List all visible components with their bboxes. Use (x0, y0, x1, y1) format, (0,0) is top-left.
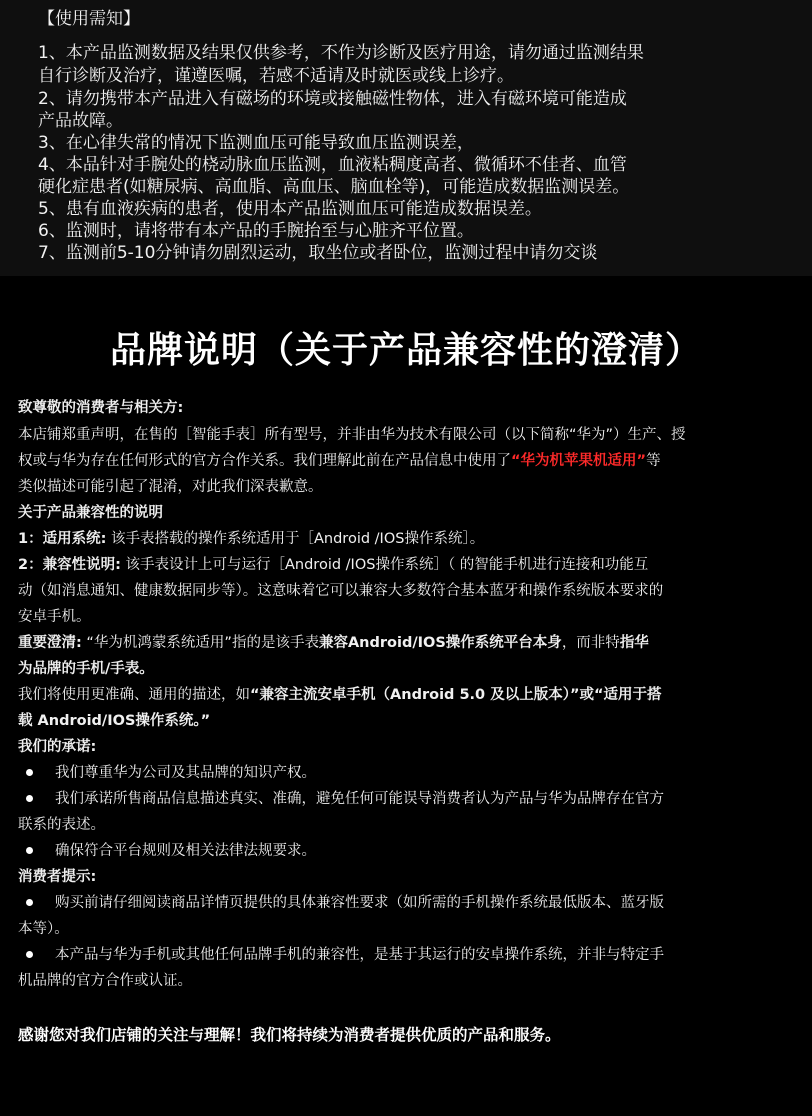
tip-item: 本产品与华为手机或其他任何品牌手机的兼容性，是基于其运行的安卓操作系统，并非与特定手 (55, 947, 664, 963)
intro-line (18, 451, 661, 471)
description-line (18, 685, 662, 705)
clarify-label: 重要澄清: (18, 635, 82, 651)
clarify-text: “华为机鸿蒙系统适用”指的是该手表 (81, 635, 319, 651)
clarify-text: ，而非特 (561, 635, 620, 651)
intro-text: 等 (646, 453, 661, 469)
compat-item-1 (18, 529, 484, 549)
intro-line: 本店铺郑重声明，在售的［智能手表］所有型号，并非由华为技术有限公司（以下简称“华为”）生产、授 (18, 427, 686, 443)
notice-line: 5、患有血液疾病的患者，使用本产品监测血压可能造成数据误差。 (38, 199, 542, 219)
brand-headline: 品牌说明（关于产品兼容性的澄清） (109, 330, 702, 371)
intro-line: 类似描述可能引起了混淆，对此我们深表歉意。 (18, 479, 323, 495)
description-line: 载 Android/IOS操作系统。” (18, 713, 211, 729)
notice-line: 6、监测时，请将带有本产品的手腕抬至与心脏齐平位置。 (38, 221, 474, 241)
compat-heading: 关于产品兼容性的说明 (18, 505, 163, 521)
notice-line: 产品故障。 (38, 111, 123, 131)
compat-item-2-line: 动（如消息通知、健康数据同步等）。这意味着它可以兼容大多数符合基本蓝牙和操作系统版本要求的 (18, 583, 664, 599)
notice-line: 1、本产品监测数据及结果仅供参考，不作为诊断及医疗用途，请勿通过监测结果 (38, 43, 644, 63)
tips-heading: 消费者提示: (18, 869, 97, 885)
tip-item-line: 机品牌的官方合作或认证。 (18, 973, 192, 989)
item-text: 该手表搭载的操作系统适用于［Android /IOS操作系统］。 (106, 531, 485, 547)
usage-notice-panel (0, 0, 812, 276)
notice-line: 7、监测前5-10分钟请勿剧烈运动，取坐位或者卧位，监测过程中请勿交谈 (38, 243, 598, 263)
bullet-dot (26, 899, 33, 906)
tip-item-line: 本等）。 (18, 921, 69, 937)
promise-item: 我们承诺所售商品信息描述真实、准确，避免任何可能误导消费者认为产品与华为品牌存在官方 (55, 791, 664, 807)
highlight-phrase: “华为机苹果机适用” (511, 453, 647, 469)
notice-line: 自行诊断及治疗，谨遵医嘱，若感不适请及时就医或线上诊疗。 (38, 66, 514, 86)
notice-line: 4、本品针对手腕处的桡动脉血压监测，血液粘稠度高者、微循环不佳者、血管 (38, 155, 627, 175)
notice-title: 【使用需知】 (38, 9, 140, 29)
notice-line: 2、请勿携带本产品进入有磁场的环境或接触磁性物体，进入有磁环境可能造成 (38, 89, 627, 109)
bullet-dot (26, 847, 33, 854)
notice-line: 硬化症患者(如糖尿病、高血脂、高血压、脑血栓等)，可能造成数据监测误差。 (38, 177, 630, 197)
desc-text: 我们将使用更准确、通用的描述，如 (18, 687, 250, 703)
bullet-dot (26, 769, 33, 776)
item-text: 该手表设计上可与运行［Android /IOS操作系统］（ 的智能手机进行连接和功能互 (120, 557, 649, 573)
item-label: 1：适用系统: (18, 531, 107, 547)
compat-item-2 (18, 555, 648, 575)
salutation: 致尊敬的消费者与相关方: (18, 400, 184, 416)
promise-item: 我们尊重华为公司及其品牌的知识产权。 (55, 765, 316, 781)
thanks-message: 感谢您对我们店铺的关注与理解！我们将持续为消费者提供优质的产品和服务。 (18, 1026, 561, 1044)
item-label: 2：兼容性说明: (18, 557, 121, 573)
notice-line: 3、在心律失常的情况下监测血压可能导致血压监测误差， (38, 133, 474, 153)
clarification-line (18, 633, 649, 653)
bullet-dot (26, 951, 33, 958)
clarify-text: 指华 (619, 635, 649, 651)
clarify-text: 兼容Android/IOS操作系统平台本身 (318, 635, 562, 651)
bullet-dot (26, 795, 33, 802)
compat-item-2-line: 安卓手机。 (18, 609, 91, 625)
promise-heading: 我们的承诺: (18, 739, 97, 755)
promise-item: 确保符合平台规则及相关法律法规要求。 (55, 843, 316, 859)
tip-item: 购买前请仔细阅读商品详情页提供的具体兼容性要求（如所需的手机操作系统最低版本、蓝牙版 (55, 895, 664, 911)
intro-text: 权或与华为存在任何形式的官方合作关系。我们理解此前在产品信息中使用了 (18, 453, 511, 469)
promise-item-line: 联系的表述。 (18, 817, 105, 833)
desc-text: “兼容主流安卓手机（Android 5.0 及以上版本）”或“适用于搭 (250, 687, 662, 703)
clarification-line: 为品牌的手机/手表。 (18, 661, 154, 677)
